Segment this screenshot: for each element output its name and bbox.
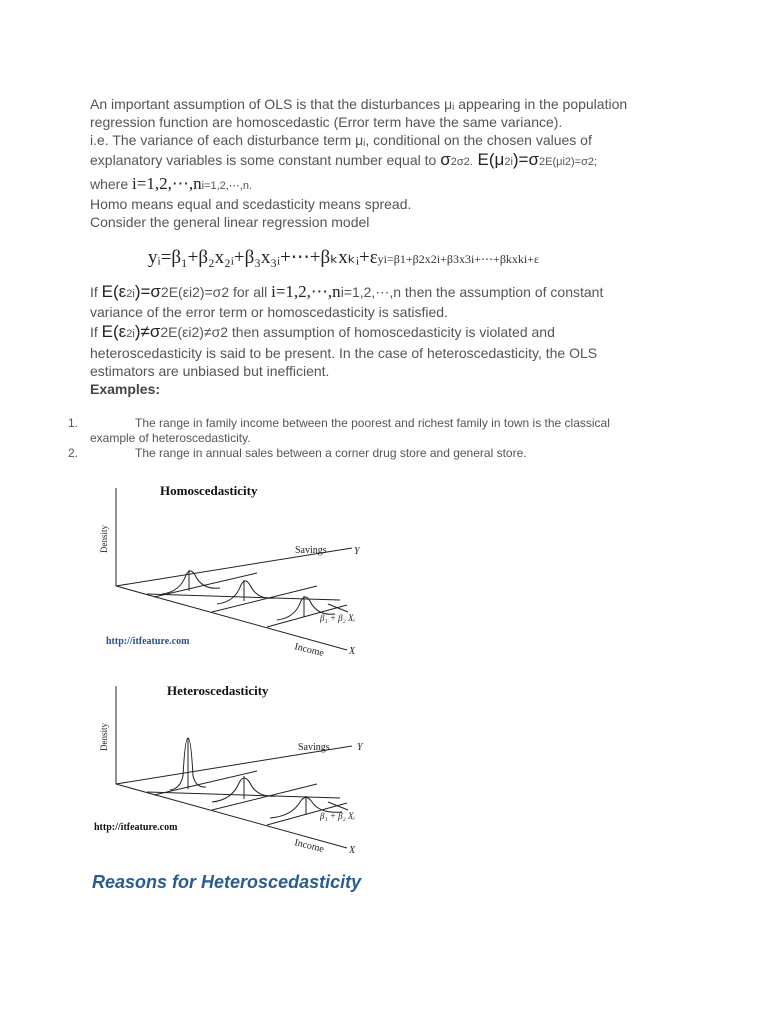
- line4-e-sub: 2i: [504, 156, 513, 168]
- para2-line4: heteroscedasticity is said to be present. In the case of heteroscedasticity, the OLS: [90, 345, 598, 361]
- equation-main: yᵢ=β₁+β₂x₂ᵢ+β₃x₃ᵢ+⋯+βₖxₖᵢ+ε: [148, 247, 378, 268]
- homo-income: Income: [293, 641, 326, 660]
- hetero-ylabel: Density: [99, 723, 109, 751]
- homo-beta: β₁ + β₂ Xᵢ: [320, 613, 355, 623]
- line4-e2: )=σ: [512, 150, 539, 169]
- if2: If: [90, 324, 102, 340]
- homo-ylabel: Density: [99, 525, 109, 553]
- homoscedasticity-figure: [92, 478, 382, 663]
- para2-line1: [90, 283, 603, 303]
- if1-tail: i=1,2,⋯,n then the assumption of constant: [340, 284, 604, 300]
- hetero-url: http://itfeature.com: [94, 822, 178, 833]
- line4-tail: 2E(μi2)=σ2;: [538, 156, 598, 168]
- para1-line4: [90, 151, 597, 171]
- if2-sub: 2i: [126, 328, 135, 340]
- if1-sub: 2i: [126, 288, 135, 300]
- examples-label: Examples:: [90, 381, 161, 397]
- para2-line3: [90, 323, 555, 343]
- if1-big3: i=1,2,⋯,n: [271, 282, 341, 301]
- homo-title: Homoscedasticity: [160, 483, 258, 498]
- hetero-beta: β₁ + β₂ Xᵢ: [320, 811, 355, 821]
- para1-line7: Consider the general linear regression model: [90, 214, 370, 230]
- line4-sigma: σ: [440, 150, 451, 169]
- para1-line2: regression function are homoscedastic (Error term have the same variance).: [90, 114, 563, 130]
- if2-big2: )≠σ: [134, 322, 161, 341]
- para2-line2: variance of the error term or homoscedasticity is satisfied.: [90, 304, 448, 320]
- regression-equation: [148, 246, 539, 269]
- homo-y: Y: [354, 546, 360, 557]
- line5-tail: i=1,2,⋯,n.: [201, 180, 253, 192]
- if2-big: E(ε: [101, 322, 127, 341]
- hetero-y: Y: [357, 742, 363, 753]
- section-heading: Reasons for Heteroscedasticity: [92, 872, 362, 892]
- line5-text: where: [90, 176, 133, 192]
- line4-e: E(μ: [472, 150, 505, 169]
- para1-line6: Homo means equal and scedasticity means spread.: [90, 196, 412, 212]
- para1-line5: [90, 175, 252, 195]
- if1: If: [90, 284, 102, 300]
- if1-mid: 2E(εi2)=σ2 for all: [160, 284, 272, 300]
- hetero-title: Heteroscedasticity: [167, 683, 269, 698]
- list-text: The range in annual sales between a corner drug store and general store.: [135, 446, 527, 460]
- para2-line5: estimators are unbiased but inefficient.: [90, 363, 330, 379]
- homo-url: http://itfeature.com: [106, 636, 190, 647]
- list-text-cont: example of heteroscedasticity.: [90, 431, 251, 445]
- line4-text: explanatory variables is some constant number equal to: [90, 152, 441, 168]
- hetero-savings: Savings: [298, 742, 330, 753]
- homo-x: X: [349, 646, 356, 657]
- list-number: 1.: [68, 416, 79, 430]
- line4-sub: 2σ2.: [450, 156, 473, 168]
- hetero-x: X: [349, 845, 356, 856]
- hetero-income: Income: [293, 837, 326, 856]
- if1-big2: )=σ: [134, 282, 161, 301]
- heteroscedasticity-figure: [92, 678, 382, 863]
- para1-line1: An important assumption of OLS is that the disturbances μᵢ appearing in the population: [90, 96, 628, 112]
- list-number: 2.: [68, 446, 79, 460]
- if1-big: E(ε: [101, 282, 127, 301]
- homo-savings: Savings: [295, 545, 327, 556]
- list-text: The range in family income between the poorest and richest family in town is the classical: [135, 416, 610, 430]
- line5-big: i=1,2,⋯,n: [132, 174, 202, 193]
- equation-tail: yi=β1+β2x2i+β3x3i+⋯+βkxki+ε: [377, 252, 540, 266]
- if2-tail: 2E(εi2)≠σ2 then assumption of homoscedasticity is violated and: [160, 324, 555, 340]
- para1-line3: i.e. The variance of each disturbance term μᵢ, conditional on the chosen values of: [90, 132, 592, 148]
